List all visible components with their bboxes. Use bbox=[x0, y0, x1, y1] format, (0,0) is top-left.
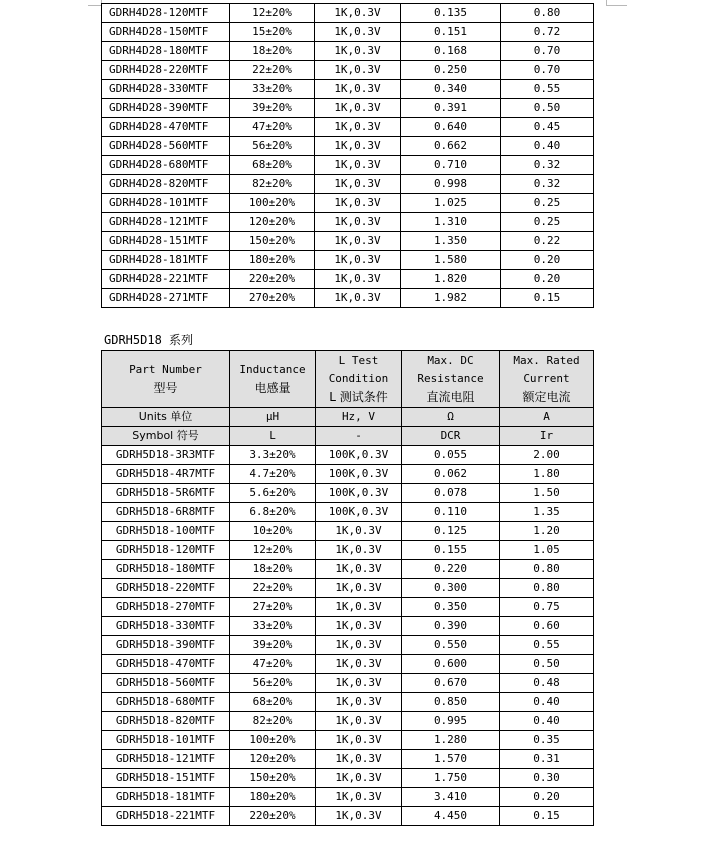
dcr-cell: 0.600 bbox=[402, 655, 500, 674]
gdrh4d28-table-body bbox=[102, 4, 594, 308]
test-condition-cell: 1K,0.3V bbox=[315, 99, 401, 118]
test-condition-cell: 1K,0.3V bbox=[316, 750, 402, 769]
dcr-cell: 0.300 bbox=[402, 579, 500, 598]
inductance-cell: 4.7±20% bbox=[230, 465, 316, 484]
table-row bbox=[102, 769, 594, 788]
inductance-cell: 68±20% bbox=[230, 693, 316, 712]
inductance-cell: 270±20% bbox=[230, 289, 315, 308]
part-number-cell: GDRH5D18-270MTF bbox=[102, 598, 230, 617]
table-row bbox=[102, 175, 594, 194]
rated-current-cell: 0.35 bbox=[500, 731, 594, 750]
table-row bbox=[102, 807, 594, 826]
dcr-cell: 1.350 bbox=[401, 232, 501, 251]
test-condition-cell: 100K,0.3V bbox=[316, 503, 402, 522]
table-row bbox=[102, 560, 594, 579]
part-number-cell: GDRH5D18-220MTF bbox=[102, 579, 230, 598]
part-number-cell: GDRH5D18-390MTF bbox=[102, 636, 230, 655]
table-row bbox=[102, 232, 594, 251]
dcr-cell: 1.820 bbox=[401, 270, 501, 289]
test-condition-cell: 1K,0.3V bbox=[316, 541, 402, 560]
test-condition-cell: 1K,0.3V bbox=[316, 769, 402, 788]
rated-current-cell: 0.32 bbox=[501, 175, 594, 194]
rated-current-cell: 0.50 bbox=[501, 99, 594, 118]
table-row bbox=[102, 465, 594, 484]
unit-resistance: Ω bbox=[402, 408, 500, 427]
test-condition-cell: 1K,0.3V bbox=[316, 788, 402, 807]
test-condition-cell: 1K,0.3V bbox=[315, 23, 401, 42]
dcr-cell: 1.982 bbox=[401, 289, 501, 308]
dcr-cell: 4.450 bbox=[402, 807, 500, 826]
table-row bbox=[102, 137, 594, 156]
dcr-cell: 0.710 bbox=[401, 156, 501, 175]
inductance-cell: 6.8±20% bbox=[230, 503, 316, 522]
header-row bbox=[102, 351, 594, 408]
inductance-cell: 180±20% bbox=[230, 251, 315, 270]
rated-current-cell: 1.35 bbox=[500, 503, 594, 522]
rated-current-cell: 0.60 bbox=[500, 617, 594, 636]
dcr-cell: 3.410 bbox=[402, 788, 500, 807]
test-condition-cell: 1K,0.3V bbox=[315, 232, 401, 251]
table-row bbox=[102, 156, 594, 175]
rated-current-cell: 0.75 bbox=[500, 598, 594, 617]
gdrh5d18-table-body bbox=[102, 446, 594, 826]
header-inductance: Inductance 电感量 bbox=[230, 351, 316, 408]
rated-current-cell: 0.40 bbox=[500, 693, 594, 712]
test-condition-cell: 1K,0.3V bbox=[315, 175, 401, 194]
dcr-cell: 1.310 bbox=[401, 213, 501, 232]
rated-current-cell: 0.22 bbox=[501, 232, 594, 251]
dcr-cell: 0.391 bbox=[401, 99, 501, 118]
dcr-cell: 0.640 bbox=[401, 118, 501, 137]
dcr-cell: 0.662 bbox=[401, 137, 501, 156]
inductance-cell: 82±20% bbox=[230, 712, 316, 731]
table-row bbox=[102, 750, 594, 769]
inductance-cell: 33±20% bbox=[230, 80, 315, 99]
unit-inductance: μH bbox=[230, 408, 316, 427]
inductance-cell: 82±20% bbox=[230, 175, 315, 194]
units-row bbox=[102, 408, 594, 427]
table-row bbox=[102, 4, 594, 23]
part-number-cell: GDRH4D28-330MTF bbox=[102, 80, 230, 99]
header-rated-current: Max. Rated Current 额定电流 bbox=[500, 351, 594, 408]
rated-current-cell: 0.15 bbox=[500, 807, 594, 826]
dcr-cell: 1.750 bbox=[402, 769, 500, 788]
table-row bbox=[102, 23, 594, 42]
inductance-cell: 10±20% bbox=[230, 522, 316, 541]
test-condition-cell: 1K,0.3V bbox=[316, 693, 402, 712]
table-row bbox=[102, 712, 594, 731]
dcr-cell: 0.078 bbox=[402, 484, 500, 503]
rated-current-cell: 0.72 bbox=[501, 23, 594, 42]
inductance-cell: 18±20% bbox=[230, 560, 316, 579]
part-number-cell: GDRH4D28-390MTF bbox=[102, 99, 230, 118]
rated-current-cell: 0.20 bbox=[501, 270, 594, 289]
test-condition-cell: 1K,0.3V bbox=[315, 42, 401, 61]
inductance-cell: 100±20% bbox=[230, 731, 316, 750]
rated-current-cell: 0.55 bbox=[500, 636, 594, 655]
dcr-cell: 0.220 bbox=[402, 560, 500, 579]
inductance-cell: 47±20% bbox=[230, 655, 316, 674]
test-condition-cell: 1K,0.3V bbox=[316, 807, 402, 826]
table-row bbox=[102, 118, 594, 137]
test-condition-cell: 1K,0.3V bbox=[315, 251, 401, 270]
table-row bbox=[102, 522, 594, 541]
test-condition-cell: 1K,0.3V bbox=[316, 655, 402, 674]
table-row bbox=[102, 484, 594, 503]
test-condition-cell: 1K,0.3V bbox=[316, 674, 402, 693]
part-number-cell: GDRH4D28-151MTF bbox=[102, 232, 230, 251]
inductance-cell: 220±20% bbox=[230, 807, 316, 826]
part-number-cell: GDRH4D28-181MTF bbox=[102, 251, 230, 270]
rated-current-cell: 1.50 bbox=[500, 484, 594, 503]
series-caption bbox=[104, 331, 193, 348]
dcr-cell: 0.151 bbox=[401, 23, 501, 42]
rated-current-cell: 0.45 bbox=[501, 118, 594, 137]
table-row bbox=[102, 80, 594, 99]
rated-current-cell: 0.40 bbox=[500, 712, 594, 731]
dcr-cell: 0.125 bbox=[402, 522, 500, 541]
table-row bbox=[102, 693, 594, 712]
table-row bbox=[102, 636, 594, 655]
inductance-cell: 12±20% bbox=[230, 541, 316, 560]
dcr-cell: 1.570 bbox=[402, 750, 500, 769]
part-number-cell: GDRH5D18-820MTF bbox=[102, 712, 230, 731]
inductance-cell: 120±20% bbox=[230, 213, 315, 232]
rated-current-cell: 1.80 bbox=[500, 465, 594, 484]
inductance-cell: 150±20% bbox=[230, 769, 316, 788]
test-condition-cell: 1K,0.3V bbox=[316, 598, 402, 617]
header-dc-resistance: Max. DC Resistance 直流电阻 bbox=[402, 351, 500, 408]
part-number-cell: GDRH5D18-470MTF bbox=[102, 655, 230, 674]
part-number-cell: GDRH4D28-820MTF bbox=[102, 175, 230, 194]
part-number-cell: GDRH5D18-330MTF bbox=[102, 617, 230, 636]
inductance-cell: 5.6±20% bbox=[230, 484, 316, 503]
series-suffix: 系列 bbox=[169, 333, 194, 347]
dcr-cell: 0.250 bbox=[401, 61, 501, 80]
rated-current-cell: 2.00 bbox=[500, 446, 594, 465]
test-condition-cell: 1K,0.3V bbox=[315, 270, 401, 289]
inductance-cell: 220±20% bbox=[230, 270, 315, 289]
dcr-cell: 0.390 bbox=[402, 617, 500, 636]
table-row bbox=[102, 655, 594, 674]
part-number-cell: GDRH4D28-221MTF bbox=[102, 270, 230, 289]
table-row bbox=[102, 541, 594, 560]
inductance-cell: 150±20% bbox=[230, 232, 315, 251]
part-number-cell: GDRH5D18-5R6MTF bbox=[102, 484, 230, 503]
part-number-cell: GDRH5D18-151MTF bbox=[102, 769, 230, 788]
dcr-cell: 1.280 bbox=[402, 731, 500, 750]
symbol-current: Ir bbox=[500, 427, 594, 446]
inductance-cell: 18±20% bbox=[230, 42, 315, 61]
page-corner-mark-left bbox=[88, 0, 102, 6]
inductance-cell: 33±20% bbox=[230, 617, 316, 636]
part-number-cell: GDRH5D18-3R3MTF bbox=[102, 446, 230, 465]
dcr-cell: 0.995 bbox=[402, 712, 500, 731]
inductance-cell: 120±20% bbox=[230, 750, 316, 769]
rated-current-cell: 0.50 bbox=[500, 655, 594, 674]
rated-current-cell: 0.80 bbox=[501, 4, 594, 23]
inductance-cell: 22±20% bbox=[230, 61, 315, 80]
rated-current-cell: 0.48 bbox=[500, 674, 594, 693]
table-row bbox=[102, 579, 594, 598]
dcr-cell: 0.350 bbox=[402, 598, 500, 617]
rated-current-cell: 0.30 bbox=[500, 769, 594, 788]
inductance-cell: 47±20% bbox=[230, 118, 315, 137]
part-number-cell: GDRH5D18-221MTF bbox=[102, 807, 230, 826]
inductance-cell: 68±20% bbox=[230, 156, 315, 175]
part-number-cell: GDRH4D28-120MTF bbox=[102, 4, 230, 23]
rated-current-cell: 1.20 bbox=[500, 522, 594, 541]
unit-current: A bbox=[500, 408, 594, 427]
dcr-cell: 1.025 bbox=[401, 194, 501, 213]
part-number-cell: GDRH5D18-120MTF bbox=[102, 541, 230, 560]
inductance-cell: 27±20% bbox=[230, 598, 316, 617]
part-number-cell: GDRH4D28-180MTF bbox=[102, 42, 230, 61]
symbols-row bbox=[102, 427, 594, 446]
part-number-cell: GDRH5D18-181MTF bbox=[102, 788, 230, 807]
test-condition-cell: 100K,0.3V bbox=[316, 446, 402, 465]
inductance-cell: 12±20% bbox=[230, 4, 315, 23]
test-condition-cell: 1K,0.3V bbox=[316, 617, 402, 636]
part-number-cell: GDRH5D18-4R7MTF bbox=[102, 465, 230, 484]
part-number-cell: GDRH5D18-6R8MTF bbox=[102, 503, 230, 522]
part-number-cell: GDRH5D18-101MTF bbox=[102, 731, 230, 750]
inductance-cell: 100±20% bbox=[230, 194, 315, 213]
part-number-cell: GDRH4D28-121MTF bbox=[102, 213, 230, 232]
rated-current-cell: 0.31 bbox=[500, 750, 594, 769]
test-condition-cell: 1K,0.3V bbox=[316, 731, 402, 750]
part-number-cell: GDRH4D28-150MTF bbox=[102, 23, 230, 42]
part-number-cell: GDRH5D18-680MTF bbox=[102, 693, 230, 712]
test-condition-cell: 100K,0.3V bbox=[316, 484, 402, 503]
rated-current-cell: 0.25 bbox=[501, 213, 594, 232]
test-condition-cell: 1K,0.3V bbox=[316, 522, 402, 541]
inductance-cell: 39±20% bbox=[230, 99, 315, 118]
table-row bbox=[102, 617, 594, 636]
dcr-cell: 0.155 bbox=[402, 541, 500, 560]
rated-current-cell: 0.70 bbox=[501, 42, 594, 61]
inductance-cell: 3.3±20% bbox=[230, 446, 316, 465]
rated-current-cell: 0.80 bbox=[500, 560, 594, 579]
table-row bbox=[102, 598, 594, 617]
part-number-cell: GDRH4D28-101MTF bbox=[102, 194, 230, 213]
rated-current-cell: 1.05 bbox=[500, 541, 594, 560]
part-number-cell: GDRH4D28-220MTF bbox=[102, 61, 230, 80]
part-number-cell: GDRH4D28-680MTF bbox=[102, 156, 230, 175]
rated-current-cell: 0.32 bbox=[501, 156, 594, 175]
test-condition-cell: 1K,0.3V bbox=[316, 712, 402, 731]
part-number-cell: GDRH5D18-560MTF bbox=[102, 674, 230, 693]
test-condition-cell: 1K,0.3V bbox=[315, 80, 401, 99]
dcr-cell: 1.580 bbox=[401, 251, 501, 270]
test-condition-cell: 1K,0.3V bbox=[315, 118, 401, 137]
symbol-resistance: DCR bbox=[402, 427, 500, 446]
rated-current-cell: 0.40 bbox=[501, 137, 594, 156]
page-corner-mark-right bbox=[606, 0, 627, 6]
inductance-cell: 39±20% bbox=[230, 636, 316, 655]
test-condition-cell: 1K,0.3V bbox=[315, 4, 401, 23]
header-test-condition: L Test Condition L 测试条件 bbox=[316, 351, 402, 408]
rated-current-cell: 0.70 bbox=[501, 61, 594, 80]
dcr-cell: 0.062 bbox=[402, 465, 500, 484]
table-row bbox=[102, 788, 594, 807]
units-label: Units 单位 bbox=[102, 408, 230, 427]
part-number-cell: GDRH5D18-100MTF bbox=[102, 522, 230, 541]
table-row bbox=[102, 446, 594, 465]
part-number-cell: GDRH4D28-560MTF bbox=[102, 137, 230, 156]
test-condition-cell: 1K,0.3V bbox=[315, 156, 401, 175]
inductance-cell: 15±20% bbox=[230, 23, 315, 42]
test-condition-cell: 1K,0.3V bbox=[315, 61, 401, 80]
unit-test-condition: Hz, V bbox=[316, 408, 402, 427]
dcr-cell: 0.168 bbox=[401, 42, 501, 61]
dcr-cell: 0.135 bbox=[401, 4, 501, 23]
series-name: GDRH5D18 bbox=[104, 333, 162, 347]
symbol-inductance: L bbox=[230, 427, 316, 446]
table-row bbox=[102, 194, 594, 213]
table-row bbox=[102, 289, 594, 308]
table-row bbox=[102, 674, 594, 693]
table-row bbox=[102, 42, 594, 61]
dcr-cell: 0.110 bbox=[402, 503, 500, 522]
gdrh5d18-spec-table bbox=[101, 350, 594, 826]
rated-current-cell: 0.80 bbox=[500, 579, 594, 598]
table-row bbox=[102, 61, 594, 80]
rated-current-cell: 0.20 bbox=[501, 251, 594, 270]
inductance-cell: 56±20% bbox=[230, 137, 315, 156]
dcr-cell: 0.340 bbox=[401, 80, 501, 99]
part-number-cell: GDRH4D28-271MTF bbox=[102, 289, 230, 308]
inductance-cell: 22±20% bbox=[230, 579, 316, 598]
test-condition-cell: 1K,0.3V bbox=[315, 289, 401, 308]
table-row bbox=[102, 503, 594, 522]
test-condition-cell: 1K,0.3V bbox=[315, 194, 401, 213]
rated-current-cell: 0.55 bbox=[501, 80, 594, 99]
symbol-test-condition: - bbox=[316, 427, 402, 446]
inductance-cell: 180±20% bbox=[230, 788, 316, 807]
symbols-label: Symbol 符号 bbox=[102, 427, 230, 446]
table-row bbox=[102, 731, 594, 750]
inductance-cell: 56±20% bbox=[230, 674, 316, 693]
header-part-number: Part Number 型号 bbox=[102, 351, 230, 408]
test-condition-cell: 100K,0.3V bbox=[316, 465, 402, 484]
dcr-cell: 0.998 bbox=[401, 175, 501, 194]
part-number-cell: GDRH4D28-470MTF bbox=[102, 118, 230, 137]
dcr-cell: 0.055 bbox=[402, 446, 500, 465]
rated-current-cell: 0.20 bbox=[500, 788, 594, 807]
test-condition-cell: 1K,0.3V bbox=[316, 579, 402, 598]
table-row bbox=[102, 270, 594, 289]
part-number-cell: GDRH5D18-121MTF bbox=[102, 750, 230, 769]
dcr-cell: 0.550 bbox=[402, 636, 500, 655]
test-condition-cell: 1K,0.3V bbox=[315, 137, 401, 156]
test-condition-cell: 1K,0.3V bbox=[316, 560, 402, 579]
rated-current-cell: 0.15 bbox=[501, 289, 594, 308]
test-condition-cell: 1K,0.3V bbox=[316, 636, 402, 655]
dcr-cell: 0.670 bbox=[402, 674, 500, 693]
dcr-cell: 0.850 bbox=[402, 693, 500, 712]
rated-current-cell: 0.25 bbox=[501, 194, 594, 213]
part-number-cell: GDRH5D18-180MTF bbox=[102, 560, 230, 579]
gdrh4d28-spec-table bbox=[101, 3, 594, 308]
table-row bbox=[102, 99, 594, 118]
table-row bbox=[102, 251, 594, 270]
test-condition-cell: 1K,0.3V bbox=[315, 213, 401, 232]
table-row bbox=[102, 213, 594, 232]
